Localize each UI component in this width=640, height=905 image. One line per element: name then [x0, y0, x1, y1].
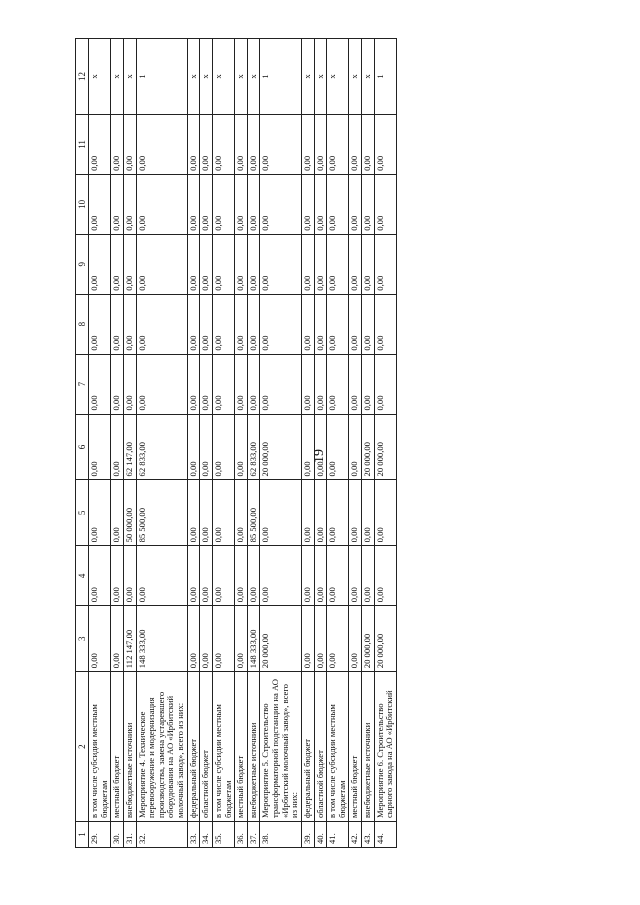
- value-cell: 0,00: [235, 354, 248, 414]
- value-cell: 148 333,00: [247, 606, 260, 672]
- value-cell: x: [89, 39, 111, 115]
- value-cell: 0,00: [200, 480, 213, 546]
- value-cell: 0,00: [349, 234, 362, 294]
- value-cell: 0,00: [362, 480, 375, 546]
- value-cell: 0,00: [349, 354, 362, 414]
- value-cell: 62 833,00: [136, 414, 187, 480]
- value-cell: 0,00: [362, 354, 375, 414]
- row-label-cell: местный бюджет: [349, 672, 362, 822]
- value-cell: 62 833,00: [247, 414, 260, 480]
- value-cell: x: [362, 39, 375, 115]
- value-cell: 1: [374, 39, 396, 115]
- value-cell: 85 500,00: [247, 480, 260, 546]
- row-label-cell: федеральный бюджет: [187, 672, 200, 822]
- value-cell: 0,00: [327, 414, 349, 480]
- value-cell: 0,00: [374, 480, 396, 546]
- value-cell: 0,00: [247, 234, 260, 294]
- value-cell: 0,00: [362, 546, 375, 606]
- value-cell: 0,00: [123, 546, 136, 606]
- value-cell: 0,00: [111, 606, 124, 672]
- value-cell: 0,00: [247, 174, 260, 234]
- column-header: 12: [76, 39, 89, 115]
- value-cell: 0,00: [260, 174, 302, 234]
- row-number-cell: 33.: [187, 822, 200, 848]
- value-cell: x: [111, 39, 124, 115]
- value-cell: 0,00: [314, 414, 327, 480]
- value-cell: 0,00: [260, 294, 302, 354]
- value-cell: x: [212, 39, 234, 115]
- row-label-cell: местный бюджет: [111, 672, 124, 822]
- row-label-cell: федеральный бюджет: [301, 672, 314, 822]
- budget-table: [75, 38, 397, 848]
- value-cell: 0,00: [235, 414, 248, 480]
- value-cell: 20 000,00: [362, 414, 375, 480]
- value-cell: 0,00: [314, 294, 327, 354]
- value-cell: 0,00: [89, 234, 111, 294]
- value-cell: 0,00: [362, 294, 375, 354]
- page-number: 19: [312, 449, 327, 463]
- table-row: [362, 39, 375, 848]
- value-cell: 0,00: [260, 480, 302, 546]
- value-cell: 0,00: [89, 414, 111, 480]
- value-cell: 0,00: [89, 606, 111, 672]
- value-cell: 0,00: [123, 174, 136, 234]
- value-cell: 0,00: [235, 480, 248, 546]
- value-cell: 0,00: [349, 480, 362, 546]
- value-cell: 0,00: [212, 114, 234, 174]
- value-cell: 0,00: [349, 174, 362, 234]
- value-cell: 0,00: [235, 174, 248, 234]
- value-cell: 0,00: [327, 354, 349, 414]
- value-cell: 0,00: [301, 234, 314, 294]
- row-number-cell: 36.: [235, 822, 248, 848]
- value-cell: 0,00: [187, 546, 200, 606]
- value-cell: x: [235, 39, 248, 115]
- table-row: [136, 39, 187, 848]
- value-cell: 0,00: [235, 606, 248, 672]
- table-body: [89, 39, 397, 848]
- value-cell: 0,00: [374, 354, 396, 414]
- value-cell: 0,00: [187, 114, 200, 174]
- row-number-cell: 29.: [89, 822, 111, 848]
- value-cell: 0,00: [200, 414, 213, 480]
- value-cell: x: [200, 39, 213, 115]
- value-cell: 0,00: [111, 354, 124, 414]
- row-number-cell: 30.: [111, 822, 124, 848]
- value-cell: 0,00: [136, 114, 187, 174]
- value-cell: 0,00: [212, 174, 234, 234]
- row-label-cell: местный бюджет: [235, 672, 248, 822]
- row-number-cell: 35.: [212, 822, 234, 848]
- value-cell: 0,00: [314, 606, 327, 672]
- value-cell: 0,00: [136, 354, 187, 414]
- value-cell: 0,00: [314, 114, 327, 174]
- table-header-row: [76, 39, 89, 848]
- value-cell: 0,00: [235, 234, 248, 294]
- value-cell: 0,00: [123, 294, 136, 354]
- value-cell: 0,00: [212, 546, 234, 606]
- value-cell: 0,00: [187, 234, 200, 294]
- column-header: 2: [76, 672, 89, 822]
- row-label-cell: в том числе субсидии местным бюджетам: [212, 672, 234, 822]
- value-cell: x: [247, 39, 260, 115]
- value-cell: 0,00: [301, 294, 314, 354]
- value-cell: 0,00: [111, 480, 124, 546]
- value-cell: 0,00: [349, 114, 362, 174]
- table-row: [314, 39, 327, 848]
- table-row: [123, 39, 136, 848]
- row-number-cell: 43.: [362, 822, 375, 848]
- row-label-cell: внебюджетные источники: [123, 672, 136, 822]
- value-cell: 0,00: [247, 354, 260, 414]
- column-header: 11: [76, 114, 89, 174]
- row-label-cell: Мероприятие 5. Строительство трансформаторной подстанции на АО «Ирбитский молочный завод», всего из них:: [260, 672, 302, 822]
- row-label-cell: Мероприятие 4. Техническое перевооружение и модернизация производства, замена устаревшего оборудования на АО «Ирбитский молочный завод», всего из них:: [136, 672, 187, 822]
- column-header: 1: [76, 822, 89, 848]
- value-cell: 0,00: [301, 480, 314, 546]
- value-cell: 0,00: [235, 546, 248, 606]
- value-cell: 0,00: [187, 174, 200, 234]
- row-label-cell: областной бюджет: [200, 672, 213, 822]
- value-cell: 0,00: [123, 234, 136, 294]
- row-number-cell: 34.: [200, 822, 213, 848]
- value-cell: 0,00: [200, 606, 213, 672]
- table-row: [212, 39, 234, 848]
- value-cell: x: [187, 39, 200, 115]
- value-cell: 0,00: [349, 294, 362, 354]
- value-cell: 0,00: [212, 294, 234, 354]
- value-cell: 0,00: [235, 294, 248, 354]
- value-cell: 0,00: [362, 174, 375, 234]
- value-cell: 0,00: [374, 234, 396, 294]
- row-number-cell: 41.: [327, 822, 349, 848]
- row-label-cell: внебюджетные источники: [362, 672, 375, 822]
- value-cell: 0,00: [89, 480, 111, 546]
- column-header: 5: [76, 480, 89, 546]
- value-cell: 0,00: [111, 234, 124, 294]
- table-row: [260, 39, 302, 848]
- row-label-cell: в том числе субсидии местным бюджетам: [327, 672, 349, 822]
- value-cell: 0,00: [260, 234, 302, 294]
- value-cell: 0,00: [301, 174, 314, 234]
- value-cell: 0,00: [314, 174, 327, 234]
- value-cell: 50 000,00: [123, 480, 136, 546]
- value-cell: 0,00: [89, 354, 111, 414]
- row-number-cell: 40.: [314, 822, 327, 848]
- value-cell: x: [349, 39, 362, 115]
- column-header: 4: [76, 546, 89, 606]
- value-cell: 0,00: [200, 354, 213, 414]
- row-label-cell: внебюджетные источники: [247, 672, 260, 822]
- table-row: [235, 39, 248, 848]
- value-cell: 0,00: [187, 294, 200, 354]
- value-cell: 0,00: [111, 414, 124, 480]
- row-number-cell: 38.: [260, 822, 302, 848]
- value-cell: 0,00: [314, 480, 327, 546]
- value-cell: 148 333,00: [136, 606, 187, 672]
- value-cell: 0,00: [327, 114, 349, 174]
- row-number-cell: 32.: [136, 822, 187, 848]
- value-cell: 0,00: [362, 114, 375, 174]
- value-cell: 0,00: [327, 294, 349, 354]
- value-cell: 20 000,00: [374, 606, 396, 672]
- value-cell: 0,00: [187, 480, 200, 546]
- value-cell: 0,00: [362, 234, 375, 294]
- row-number-cell: 44.: [374, 822, 396, 848]
- value-cell: 0,00: [327, 174, 349, 234]
- table-row: [327, 39, 349, 848]
- value-cell: 0,00: [111, 294, 124, 354]
- column-header: 3: [76, 606, 89, 672]
- value-cell: 0,00: [212, 480, 234, 546]
- value-cell: 0,00: [200, 114, 213, 174]
- table-row: [247, 39, 260, 848]
- row-number-cell: 37.: [247, 822, 260, 848]
- table-row: [89, 39, 111, 848]
- value-cell: 0,00: [200, 234, 213, 294]
- value-cell: 0,00: [200, 294, 213, 354]
- value-cell: 0,00: [374, 294, 396, 354]
- value-cell: 0,00: [235, 114, 248, 174]
- value-cell: 0,00: [327, 234, 349, 294]
- value-cell: 20 000,00: [260, 414, 302, 480]
- column-header: 10: [76, 174, 89, 234]
- value-cell: 0,00: [301, 606, 314, 672]
- table-row: [301, 39, 314, 848]
- value-cell: x: [301, 39, 314, 115]
- value-cell: 0,00: [111, 174, 124, 234]
- column-header: 9: [76, 234, 89, 294]
- value-cell: 0,00: [187, 354, 200, 414]
- row-label-cell: областной бюджет: [314, 672, 327, 822]
- value-cell: 0,00: [89, 114, 111, 174]
- row-number-cell: 39.: [301, 822, 314, 848]
- value-cell: 0,00: [314, 234, 327, 294]
- value-cell: 1: [260, 39, 302, 115]
- value-cell: 85 500,00: [136, 480, 187, 546]
- value-cell: 0,00: [200, 546, 213, 606]
- value-cell: 0,00: [260, 546, 302, 606]
- table-row: [349, 39, 362, 848]
- value-cell: 0,00: [123, 114, 136, 174]
- value-cell: 0,00: [212, 606, 234, 672]
- value-cell: x: [327, 39, 349, 115]
- value-cell: 0,00: [301, 354, 314, 414]
- value-cell: 0,00: [349, 546, 362, 606]
- value-cell: 20 000,00: [260, 606, 302, 672]
- value-cell: 0,00: [212, 414, 234, 480]
- value-cell: 0,00: [374, 174, 396, 234]
- value-cell: 20 000,00: [374, 414, 396, 480]
- value-cell: 0,00: [200, 174, 213, 234]
- value-cell: 0,00: [212, 234, 234, 294]
- value-cell: 0,00: [301, 114, 314, 174]
- value-cell: 0,00: [111, 114, 124, 174]
- value-cell: 62 147,00: [123, 414, 136, 480]
- value-cell: 0,00: [349, 414, 362, 480]
- row-number-cell: 31.: [123, 822, 136, 848]
- value-cell: 0,00: [247, 114, 260, 174]
- value-cell: 0,00: [374, 114, 396, 174]
- value-cell: 0,00: [247, 294, 260, 354]
- value-cell: 0,00: [327, 546, 349, 606]
- value-cell: 0,00: [136, 234, 187, 294]
- value-cell: 0,00: [89, 174, 111, 234]
- table-row: [187, 39, 200, 848]
- value-cell: 1: [136, 39, 187, 115]
- table-row: [374, 39, 396, 848]
- rotated-table-container: [75, 38, 610, 848]
- value-cell: 0,00: [314, 546, 327, 606]
- value-cell: 0,00: [212, 354, 234, 414]
- value-cell: 112 147,00: [123, 606, 136, 672]
- value-cell: 0,00: [260, 354, 302, 414]
- column-header: 8: [76, 294, 89, 354]
- value-cell: 0,00: [136, 294, 187, 354]
- value-cell: 0,00: [327, 480, 349, 546]
- value-cell: 0,00: [301, 546, 314, 606]
- value-cell: 0,00: [260, 114, 302, 174]
- value-cell: 20 000,00: [362, 606, 375, 672]
- value-cell: x: [314, 39, 327, 115]
- row-label-cell: в том числе субсидии местным бюджетам: [89, 672, 111, 822]
- value-cell: 0,00: [314, 354, 327, 414]
- value-cell: 0,00: [136, 174, 187, 234]
- row-label-cell: Мероприятие 6. Строительство сырного завода на АО «Ирбитский: [374, 672, 396, 822]
- table-row: [111, 39, 124, 848]
- table-row: [200, 39, 213, 848]
- value-cell: 0,00: [111, 546, 124, 606]
- row-number-cell: 42.: [349, 822, 362, 848]
- value-cell: 0,00: [187, 606, 200, 672]
- value-cell: x: [123, 39, 136, 115]
- value-cell: 0,00: [187, 414, 200, 480]
- value-cell: 0,00: [301, 414, 314, 480]
- column-header: 6: [76, 414, 89, 480]
- value-cell: 0,00: [136, 546, 187, 606]
- column-header: 7: [76, 354, 89, 414]
- value-cell: 0,00: [374, 546, 396, 606]
- value-cell: 0,00: [349, 606, 362, 672]
- value-cell: 0,00: [327, 606, 349, 672]
- value-cell: 0,00: [247, 546, 260, 606]
- value-cell: 0,00: [89, 546, 111, 606]
- value-cell: 0,00: [123, 354, 136, 414]
- value-cell: 0,00: [89, 294, 111, 354]
